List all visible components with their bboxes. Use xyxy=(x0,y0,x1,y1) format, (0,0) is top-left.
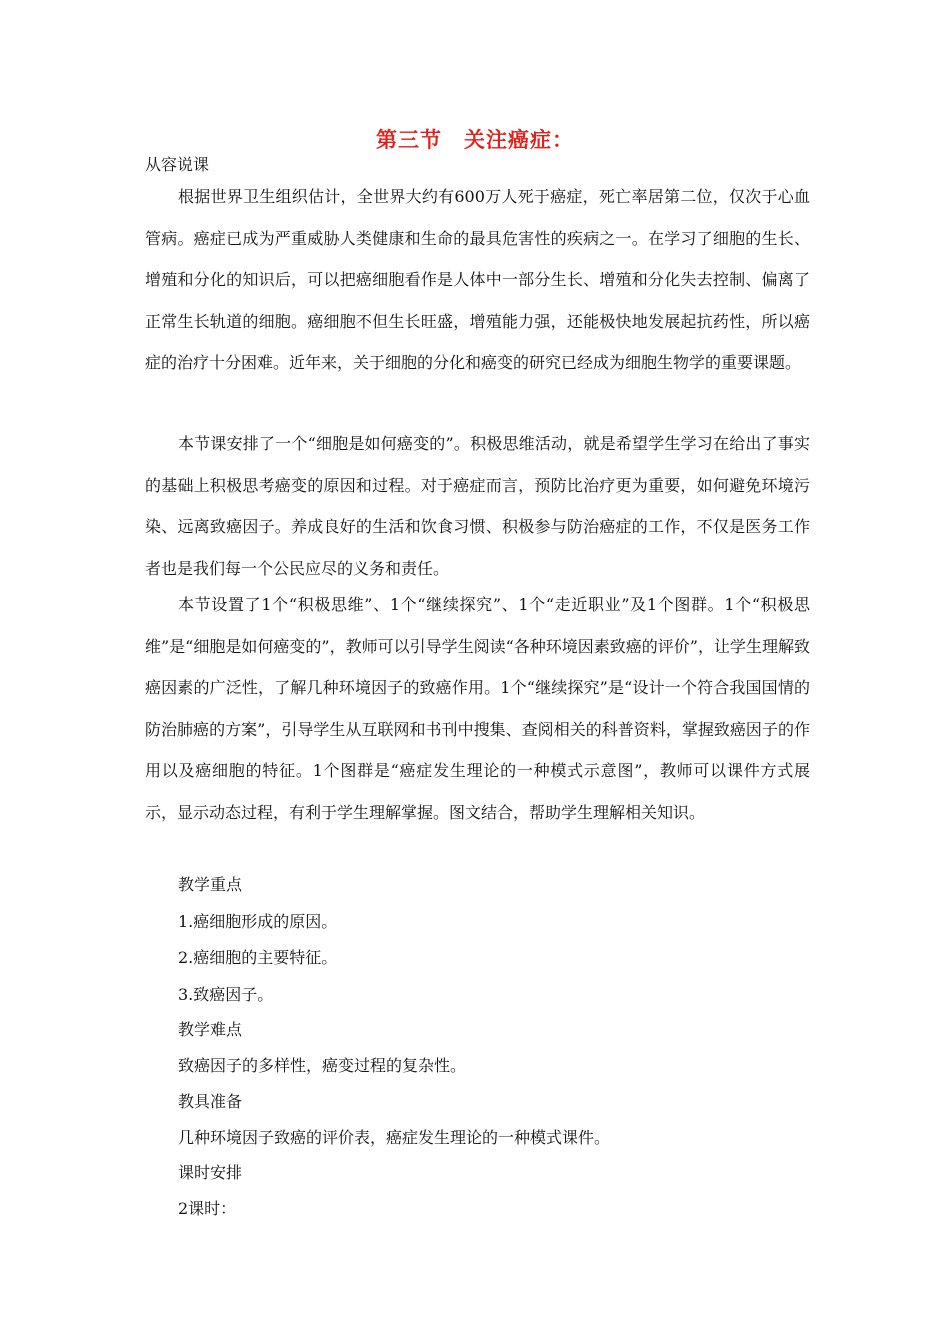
paragraph-activity: 本节课安排了一个“细胞是如何癌变的”。积极思维活动，就是希望学生学习在给出了事实的基础上积极思考癌变的原因和过程。对于癌症而言，预防比治疗更为重要，如何避免环境污染、远离致癌因子。养成良好的生活和饮食习惯、积极参与防治癌症的工作，不仅是医务工作者也是我们每一个公民应尽的义务和责任。 xyxy=(145,434,810,578)
key-point-item: 2.癌细胞的主要特征。 xyxy=(178,948,338,967)
schedule-text: 2课时： xyxy=(178,1199,237,1218)
difficulty-heading: 教学难点 xyxy=(178,1020,243,1039)
paragraph-structure: 本节设置了1个“积极思维”、1个“继续探究”、1个“走近职业”及1个图群。1个“积极思维”是“细胞是如何癌变的”，教师可以引导学生阅读“各种环境因素致癌的评价”，让学生理解致癌因素的广泛性，了解几种环境因子的致癌作用。1个“继续探究”是“设计一个符合我国国情的防治肺癌的方案”，引导学生从互联网和书刊中搜集、查阅相关的科普资料，掌握致癌因子的作用以及癌细胞的特征。1个图群是“癌症发生理论的一种模式示意图”，教师可以课件方式展示，显示动态过程，有利于学生理解掌握。图文结合，帮助学生理解相关知识。 xyxy=(145,595,810,822)
page-title: 第三节 关注癌症： xyxy=(376,128,574,152)
section-label: 从容说课 xyxy=(145,155,210,174)
materials-heading: 教具准备 xyxy=(178,1092,243,1111)
key-points-heading: 教学重点 xyxy=(178,875,243,894)
schedule-heading: 课时安排 xyxy=(178,1163,243,1182)
difficulty-text: 致癌因子的多样性，癌变过程的复杂性。 xyxy=(178,1056,467,1075)
key-point-item: 1.癌细胞形成的原因。 xyxy=(178,912,338,931)
key-point-item: 3.致癌因子。 xyxy=(178,985,274,1004)
materials-text: 几种环境因子致癌的评价表，癌症发生理论的一种模式课件。 xyxy=(178,1128,611,1147)
paragraph-intro: 根据世界卫生组织估计，全世界大约有600万人死于癌症，死亡率居第二位，仅次于心血管病。癌症已成为严重威胁人类健康和生命的最具危害性的疾病之一。在学习了细胞的生长、增殖和分化的知识后，可以把癌细胞看作是人体中一部分生长、增殖和分化失去控制、偏离了正常生长轨道的细胞。癌细胞不但生长旺盛，增殖能力强，还能极快地发展起抗药性，所以癌症的治疗十分困难。近年来，关于细胞的分化和癌变的研究已经成为细胞生物学的重要课题。 xyxy=(145,187,810,372)
